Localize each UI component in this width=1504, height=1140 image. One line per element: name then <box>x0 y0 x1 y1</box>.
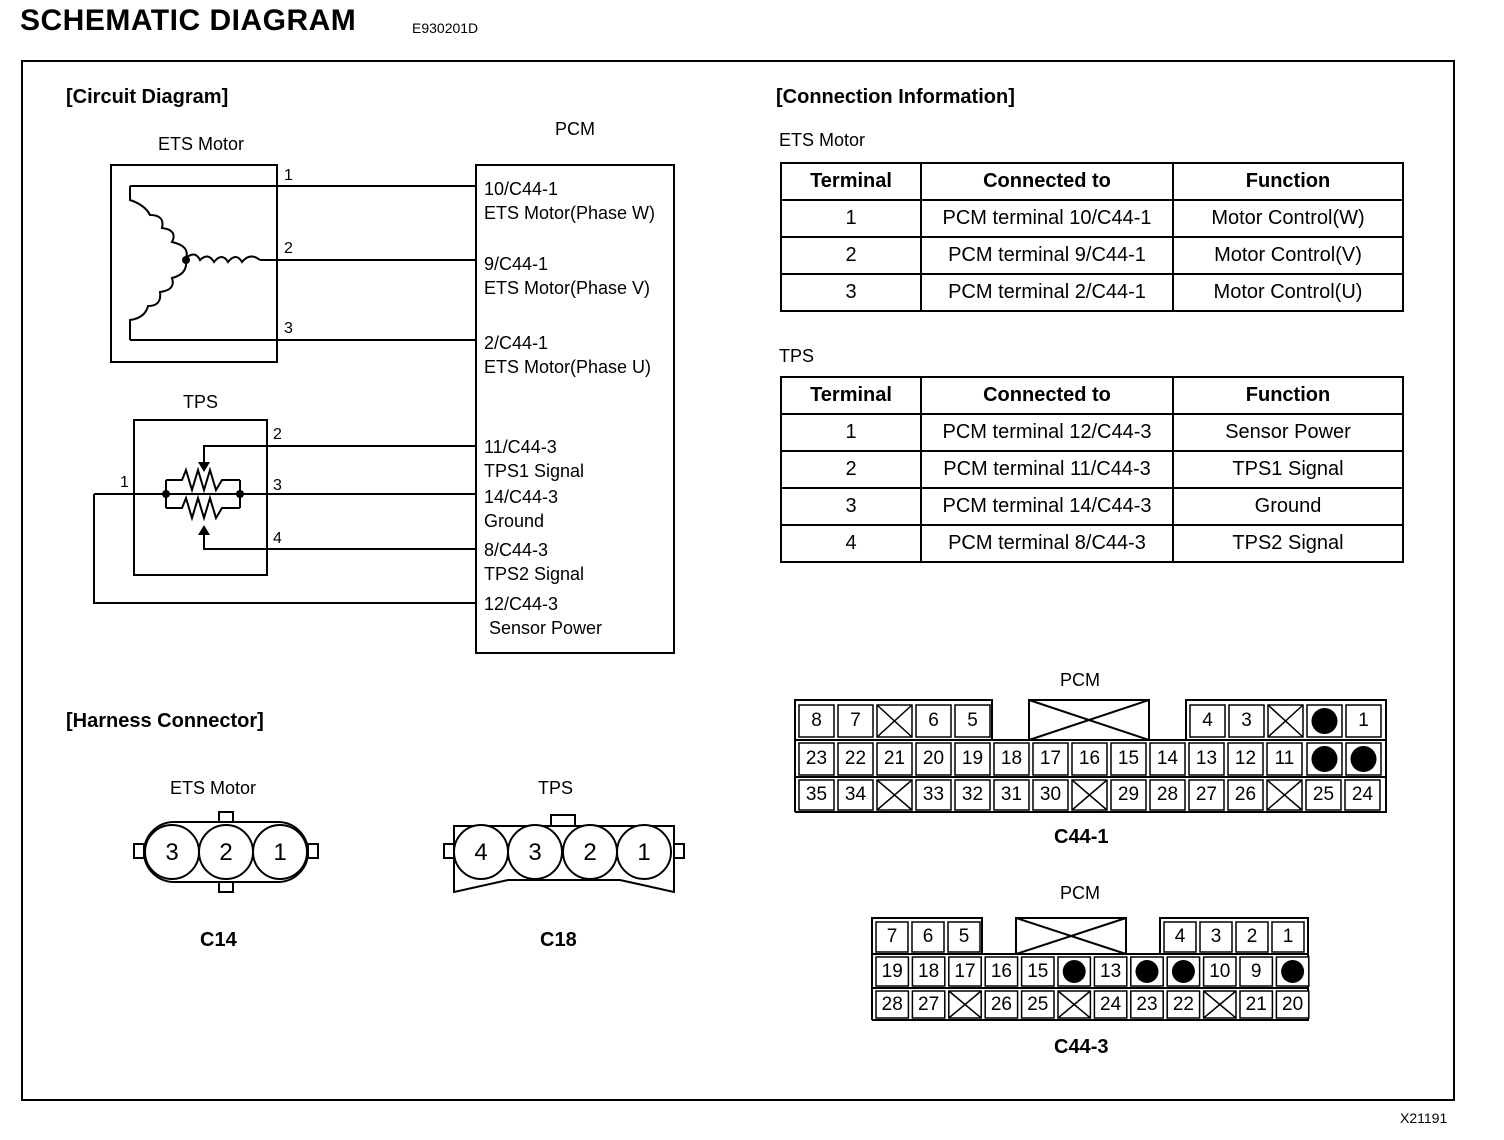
pin-number: 21 <box>883 748 906 769</box>
pin-number: 22 <box>1172 993 1194 1015</box>
plugged-cavity-dot <box>1063 960 1086 983</box>
pin-number: 28 <box>881 993 903 1015</box>
plugged-cavity-dot <box>1312 746 1338 772</box>
cell-terminal: 4 <box>781 525 921 562</box>
cell-terminal: 1 <box>781 414 921 451</box>
figure-id: X21191 <box>1400 1110 1448 1126</box>
pin-number: 8 <box>811 710 822 731</box>
c18-pin-4: 4 <box>474 839 488 866</box>
ets-table-label: ETS Motor <box>779 130 866 150</box>
pcm-term-3: 2/C44-1 <box>484 333 549 353</box>
pin-number: 15 <box>1027 960 1049 982</box>
page-title: SCHEMATIC DIAGRAM <box>20 4 357 37</box>
c18-pin-3: 3 <box>528 839 542 866</box>
tps-label: TPS <box>183 392 219 412</box>
pin-number: 1 <box>1282 926 1294 947</box>
c44-3-name: C44-3 <box>1054 1036 1109 1058</box>
pin-number: 24 <box>1100 993 1122 1015</box>
cell-connected: PCM terminal 14/C44-3 <box>921 488 1173 525</box>
cell-function: TPS2 Signal <box>1173 525 1403 562</box>
pin-number: 6 <box>922 926 934 947</box>
pin-number: 24 <box>1351 784 1374 805</box>
tps-pin-3: 3 <box>273 477 282 494</box>
cell-connected: PCM terminal 8/C44-3 <box>921 525 1173 562</box>
pin-number: 19 <box>881 960 903 982</box>
pin-number: 9 <box>1250 960 1262 982</box>
col-connected-to: Connected to <box>921 163 1173 200</box>
pin-number: 1 <box>1358 710 1369 731</box>
pcm-term-7: 12/C44-3 <box>484 594 559 614</box>
c18-pin-1: 1 <box>637 839 651 866</box>
plugged-cavity-dot <box>1281 960 1304 983</box>
cell-terminal: 2 <box>781 451 921 488</box>
pin-number: 15 <box>1117 748 1140 769</box>
pin-number: 13 <box>1195 748 1218 769</box>
pin-number: 27 <box>918 993 940 1015</box>
c18-name: C18 <box>540 929 577 951</box>
harness-connector-heading: [Harness Connector] <box>66 710 264 732</box>
plugged-cavity-dot <box>1172 960 1195 983</box>
col-function: Function <box>1173 163 1403 200</box>
cell-connected: PCM terminal 12/C44-3 <box>921 414 1173 451</box>
pcm-desc-3: ETS Motor(Phase U) <box>484 357 652 377</box>
pin-number: 28 <box>1156 784 1179 805</box>
pcm-term-4: 11/C44-3 <box>484 437 557 457</box>
circuit-diagram-heading: [Circuit Diagram] <box>66 86 229 108</box>
pin-number: 11 <box>1274 748 1295 769</box>
connection-info-heading: [Connection Information] <box>776 86 1015 108</box>
cell-function: TPS1 Signal <box>1173 451 1403 488</box>
plugged-cavity-dot <box>1136 960 1159 983</box>
pin-number: 18 <box>918 960 940 982</box>
pcm-desc-4: TPS1 Signal <box>484 461 585 481</box>
tps-pin-4: 4 <box>273 530 282 547</box>
pin-number: 21 <box>1245 993 1267 1015</box>
cell-function: Ground <box>1173 488 1403 525</box>
cell-terminal: 1 <box>781 200 921 237</box>
c44-3-pcm-label: PCM <box>1060 883 1100 903</box>
pin-number: 32 <box>961 784 984 805</box>
pin-number: 10 <box>1209 960 1231 982</box>
pin-number: 18 <box>1000 748 1023 769</box>
cell-function: Motor Control(W) <box>1173 200 1403 237</box>
c14-pin-1: 1 <box>273 839 287 866</box>
cell-function: Sensor Power <box>1173 414 1403 451</box>
pin-number: 22 <box>844 748 867 769</box>
pin-number: 26 <box>990 993 1012 1015</box>
tps-table-label: TPS <box>779 346 815 366</box>
pin-number: 25 <box>1312 784 1335 805</box>
pin-number: 16 <box>990 960 1012 982</box>
col-function: Function <box>1173 377 1403 414</box>
plugged-cavity-dot <box>1312 708 1338 734</box>
pin-number: 23 <box>805 748 828 769</box>
motor-pin-3: 3 <box>284 320 293 337</box>
pin-number: 5 <box>958 926 970 947</box>
pin-number: 20 <box>922 748 945 769</box>
c14-title: ETS Motor <box>170 778 257 798</box>
pin-number: 31 <box>1000 784 1023 805</box>
plugged-cavity-dot <box>1351 746 1377 772</box>
pin-number: 13 <box>1100 960 1122 982</box>
tps-pin-2: 2 <box>273 426 282 443</box>
pcm-term-1: 10/C44-1 <box>484 179 559 199</box>
pcm-desc-1: ETS Motor(Phase W) <box>484 203 656 223</box>
pin-number: 23 <box>1136 993 1158 1015</box>
c14-pin-3: 3 <box>165 839 179 866</box>
pin-number: 6 <box>928 710 939 731</box>
pcm-desc-7: Sensor Power <box>489 618 603 638</box>
pin-number: 29 <box>1117 784 1140 805</box>
pin-number: 4 <box>1202 710 1213 731</box>
cell-function: Motor Control(U) <box>1173 274 1403 311</box>
pin-number: 7 <box>886 926 898 947</box>
pcm-term-2: 9/C44-1 <box>484 254 549 274</box>
c44-1-name: C44-1 <box>1054 826 1109 848</box>
pcm-term-5: 14/C44-3 <box>484 487 559 507</box>
pcm-term-6: 8/C44-3 <box>484 540 549 560</box>
pin-number: 12 <box>1234 748 1257 769</box>
document-code: E930201D <box>412 20 479 36</box>
col-terminal: Terminal <box>781 163 921 200</box>
c18-title: TPS <box>538 778 574 798</box>
pin-number: 2 <box>1246 926 1258 947</box>
cell-connected: PCM terminal 9/C44-1 <box>921 237 1173 274</box>
pin-number: 5 <box>967 710 978 731</box>
pin-number: 17 <box>1039 748 1062 769</box>
pin-number: 14 <box>1156 748 1179 769</box>
cell-function: Motor Control(V) <box>1173 237 1403 274</box>
pin-number: 33 <box>922 784 945 805</box>
pin-number: 17 <box>954 960 976 982</box>
pcm-label: PCM <box>555 119 595 139</box>
c18-pin-2: 2 <box>583 839 597 866</box>
pin-number: 27 <box>1195 784 1218 805</box>
pin-number: 19 <box>961 748 984 769</box>
pin-number: 3 <box>1241 710 1252 731</box>
col-connected-to: Connected to <box>921 377 1173 414</box>
motor-pin-2: 2 <box>284 240 293 257</box>
pin-number: 34 <box>844 784 867 805</box>
c14-pin-2: 2 <box>219 839 233 866</box>
pcm-desc-5: Ground <box>484 511 545 531</box>
c44-1-pcm-label: PCM <box>1060 670 1100 690</box>
pin-number: 26 <box>1234 784 1257 805</box>
cell-connected: PCM terminal 10/C44-1 <box>921 200 1173 237</box>
tps-pin-1: 1 <box>120 474 129 491</box>
ets-motor-label: ETS Motor <box>158 134 245 154</box>
pin-number: 25 <box>1027 993 1049 1015</box>
pin-number: 20 <box>1282 993 1304 1015</box>
c14-name: C14 <box>200 929 237 951</box>
motor-pin-1: 1 <box>284 167 293 184</box>
col-terminal: Terminal <box>781 377 921 414</box>
pin-number: 35 <box>805 784 828 805</box>
pcm-desc-6: TPS2 Signal <box>484 564 585 584</box>
cell-connected: PCM terminal 11/C44-3 <box>921 451 1173 488</box>
pin-number: 16 <box>1078 748 1101 769</box>
pin-number: 7 <box>850 710 861 731</box>
pin-number: 4 <box>1174 926 1186 947</box>
cell-terminal: 3 <box>781 488 921 525</box>
cell-terminal: 2 <box>781 237 921 274</box>
cell-terminal: 3 <box>781 274 921 311</box>
pin-number: 30 <box>1039 784 1062 805</box>
pcm-desc-2: ETS Motor(Phase V) <box>484 278 651 298</box>
pin-number: 3 <box>1210 926 1222 947</box>
cell-connected: PCM terminal 2/C44-1 <box>921 274 1173 311</box>
